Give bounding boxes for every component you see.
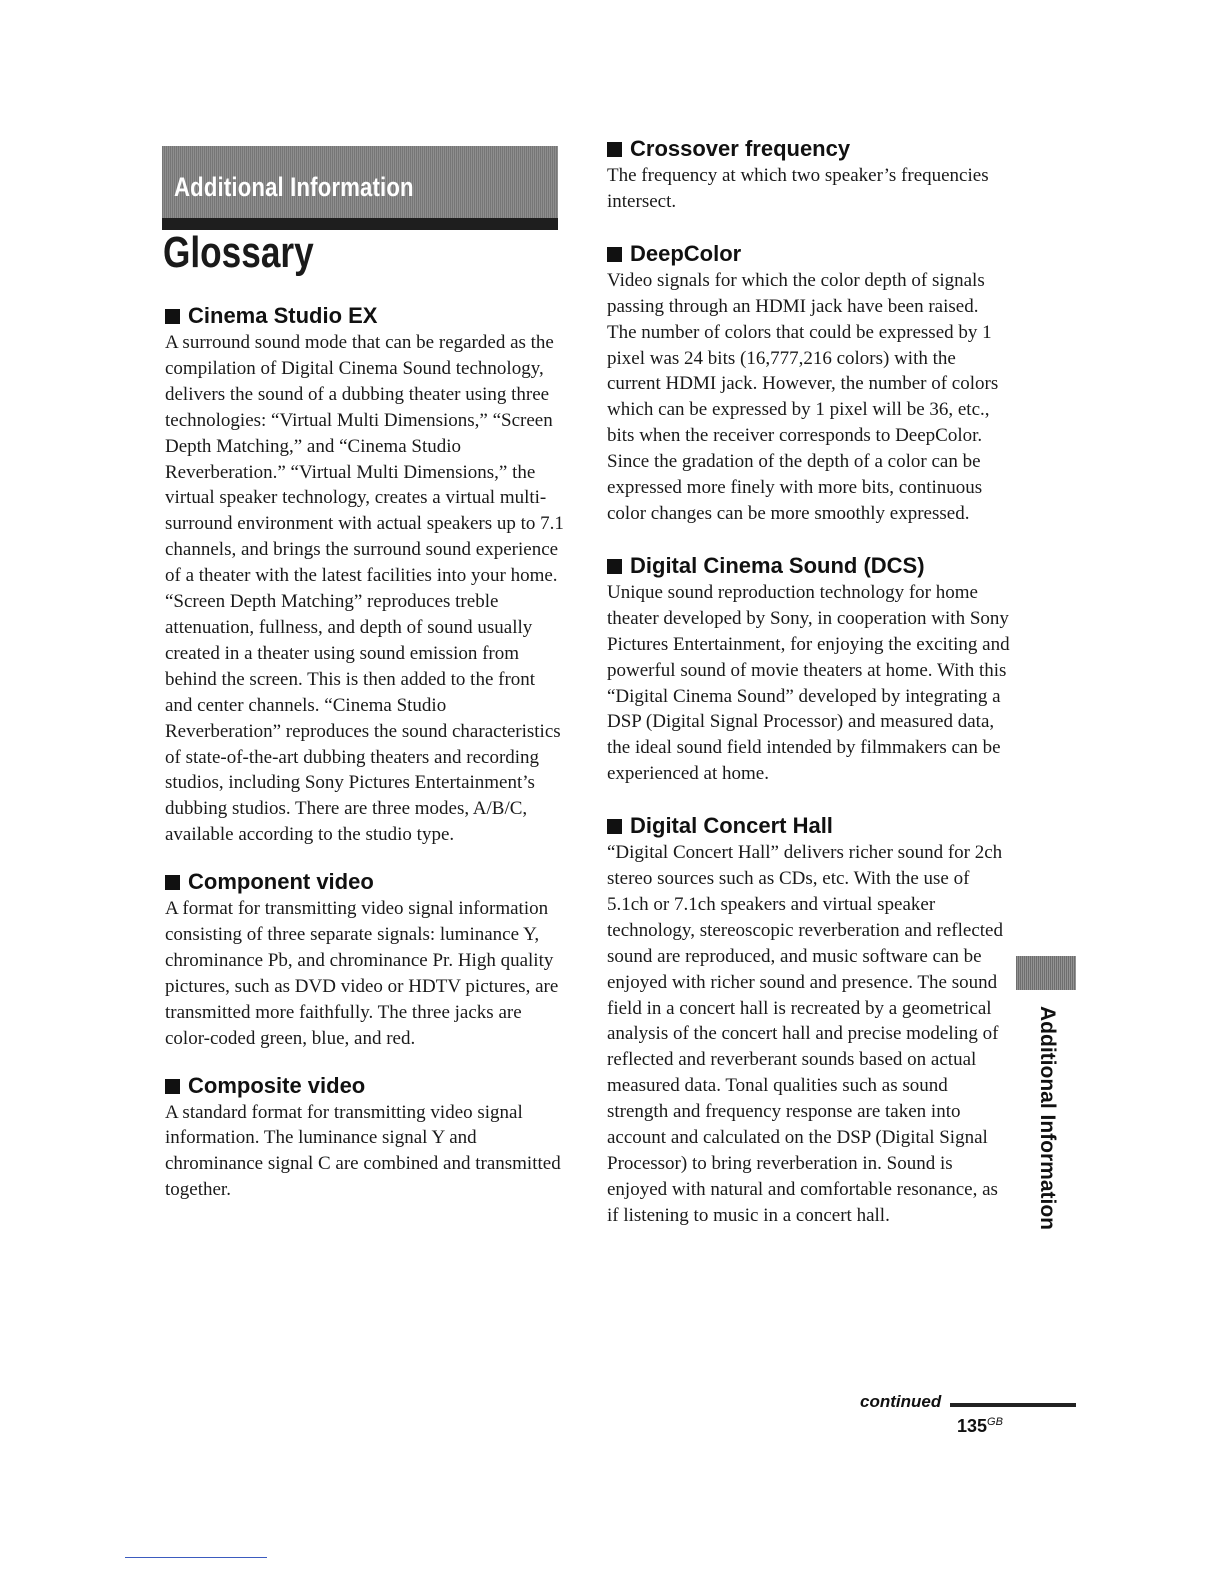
square-bullet-icon — [607, 559, 622, 574]
side-tab-label: Additional Information — [1036, 1006, 1059, 1230]
entry-body: A surround sound mode that can be regarded as the compilation of Digital Cinema Sound technology, delivers the sound of a dubbing theater using three technologies: “Virtual Multi Dimensions,” “Screen Depth Matching,” and “Cinema Studio Reverberation.” “Virtual Multi Dimensions,” the virtual speaker technology, creates a virtual multi-surround environment with actual speakers up to 7.1 channels, and brings the surround sound experience of a theater with the latest facilities into your home. “Screen Depth Matching” reproduces treble attenuation, fullness, and depth of sound usually created in a theater using sound emission from behind the screen. This is then added to the front and center channels. “Cinema Studio Reverberation” reproduces the sound characteristics of state-of-the-art dubbing theaters and recording studios, including Sony Pictures Entertainment’s dubbing studios. There are three modes, A/B/C, available according to the studio type. — [165, 332, 564, 846]
page-title: Glossary — [163, 228, 314, 277]
side-tab-marker — [1016, 956, 1076, 990]
entry-heading — [607, 812, 1012, 840]
continued-rule — [950, 1403, 1076, 1407]
entry-body: Video signals for which the color depth of signals passing through an HDMI jack have been raised. The number of colors that could be expressed by 1 pixel was 24 bits (16,777,216 colors) with the current HDMI jack. However, the number of colors which can be expressed by 1 pixel will be 36, etc., bits when the receiver corresponds to DeepColor. Since the gradation of the depth of a color can be expressed more finely with more bits, continuous color changes can be more smoothly expressed. — [607, 269, 999, 524]
glossary-entry-deepcolor — [607, 240, 1012, 527]
square-bullet-icon — [607, 142, 622, 157]
section-banner-title: Additional Information — [174, 172, 414, 202]
entry-body: Unique sound reproduction technology for home theater developed by Sony, in cooperation with Sony Pictures Entertainment, for enjoying the exciting and powerful sound of movie theaters at home. With this “Digital Cinema Sound” developed by integrating a DSP (Digital Signal Processor) and measured data, the ideal sound field intended by filmmakers can be experienced at home. — [607, 581, 1010, 785]
glossary-entry-cinema-studio-ex — [165, 302, 565, 848]
glossary-entry-crossover-frequency — [607, 135, 1012, 215]
entry-heading — [607, 240, 1012, 268]
entry-heading-text: Crossover frequency — [630, 136, 851, 161]
square-bullet-icon — [165, 1079, 180, 1094]
right-column — [607, 135, 1012, 1251]
square-bullet-icon — [607, 819, 622, 834]
square-bullet-icon — [165, 875, 180, 890]
entry-heading — [165, 868, 565, 896]
continued-label: continued — [860, 1392, 942, 1411]
entry-heading-text: Composite video — [188, 1072, 366, 1098]
square-bullet-icon — [607, 247, 622, 262]
glossary-entry-digital-cinema-sound — [607, 552, 1012, 787]
page-number — [957, 1416, 1003, 1437]
entry-heading-text: Component video — [188, 869, 374, 895]
page-number-value: 135 — [957, 1416, 988, 1436]
entry-body: A standard format for transmitting video signal information. The luminance signal Y and chrominance signal C are combined and transmitted together. — [165, 1101, 561, 1201]
entry-heading-text: DeepColor — [630, 240, 742, 266]
entry-heading-text: Digital Cinema Sound (DCS) — [630, 552, 925, 578]
entry-heading-text: Digital Concert Hall — [630, 813, 833, 839]
glossary-entry-component-video — [165, 868, 565, 1051]
entry-body: “Digital Concert Hall” delivers richer sound for 2ch stereo sources such as CDs, etc. With the use of 5.1ch or 7.1ch speakers and virtual speaker technology, stereoscopic reverberation and reflected sound are reproduced, and music software can be enjoyed with richer sound and presence. The sound field in a concert hall is recreated by a geometrical analysis of the concert hall and precise modeling of reflected and reverberant sounds based on actual measured data. Tonal qualities such as sound strength and frequency response are taken into account and calculated on the DSP (Digital Signal Processor) to bring reverberation in. Sound is enjoyed with natural and comfortable resonance, as if listening to music in a concert hall. — [607, 842, 1003, 1226]
entry-heading — [607, 552, 1012, 580]
section-banner — [162, 146, 558, 230]
square-bullet-icon — [165, 309, 180, 324]
entry-body: The frequency at which two speaker’s frequencies intersect. — [607, 165, 989, 212]
entry-heading — [165, 1072, 565, 1100]
glossary-entry-digital-concert-hall — [607, 812, 1012, 1229]
left-column — [165, 302, 565, 1225]
entry-heading-text: Cinema Studio EX — [188, 303, 378, 328]
glossary-entry-composite-video — [165, 1072, 565, 1204]
entry-heading — [165, 302, 565, 330]
entry-body: A format for transmitting video signal information consisting of three separate signals: luminance Y, chrominance Pb, and chrominance Pr. High quality pictures, such as DVD video or HDTV pictures, are transmitted more faithfully. The three jacks are color-coded green, blue, and red. — [165, 898, 559, 1049]
footer-line — [125, 1557, 267, 1558]
page-number-suffix: GB — [987, 1416, 1003, 1428]
entry-heading — [607, 135, 1012, 163]
